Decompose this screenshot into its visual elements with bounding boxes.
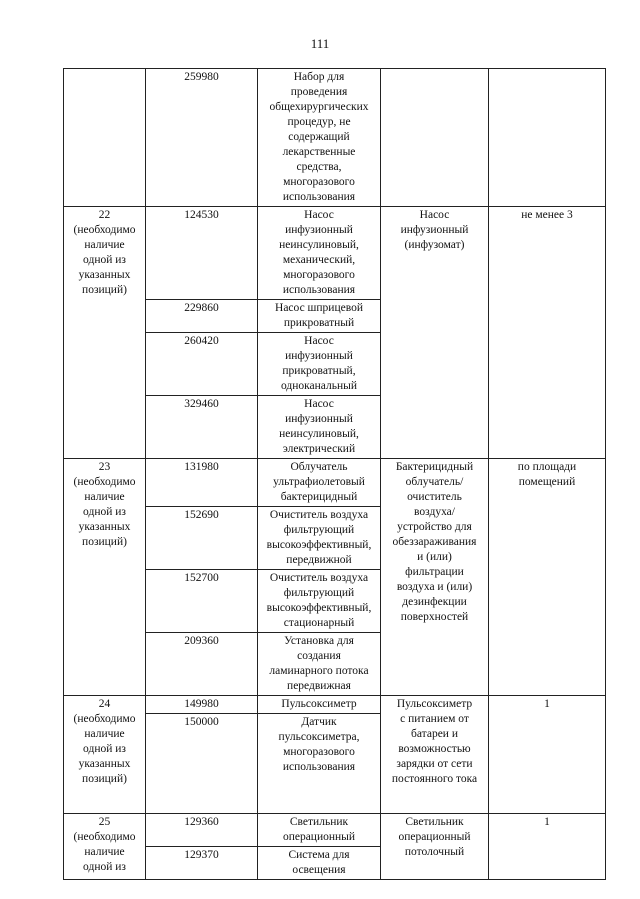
item-name: Облучатель ультрафиолетовый бактерицидный	[258, 459, 381, 507]
item-name: Насос инфузионный прикроватный, одноканальный	[258, 333, 381, 396]
quantity-cell: по площади помещений	[489, 459, 606, 696]
quantity-cell: 1	[489, 696, 606, 814]
page-number: 111	[310, 36, 330, 51]
item-name: Светильник операционный	[258, 814, 381, 847]
item-name: Система для освещения	[258, 847, 381, 880]
table-row	[64, 69, 606, 207]
table-row	[64, 814, 606, 847]
item-name: Насос инфузионный неинсулиновый, электрический	[258, 396, 381, 459]
item-code: 259980	[146, 69, 258, 207]
item-name: Пульсоксиметр	[258, 696, 381, 714]
item-code: 149980	[146, 696, 258, 714]
item-code: 129360	[146, 814, 258, 847]
equipment-table	[63, 68, 606, 880]
table-row	[64, 207, 606, 300]
item-code: 150000	[146, 714, 258, 814]
item-name: Насос шприцевой прикроватный	[258, 300, 381, 333]
requirement-cell: Насос инфузионный (инфузомат)	[381, 207, 489, 459]
group-label-cell: 24 (необходимо наличие одной из указанных позиций)	[64, 696, 146, 814]
quantity-cell	[489, 69, 606, 207]
table-row	[64, 696, 606, 714]
group-label-cell	[64, 69, 146, 207]
quantity-cell: 1	[489, 814, 606, 880]
item-code: 131980	[146, 459, 258, 507]
requirement-cell	[381, 69, 489, 207]
item-code: 260420	[146, 333, 258, 396]
item-code: 129370	[146, 847, 258, 880]
quantity-cell: не менее 3	[489, 207, 606, 459]
item-code: 209360	[146, 633, 258, 696]
requirement-cell: Пульсоксиметр с питанием от батареи и возможностью зарядки от сети постоянного тока	[381, 696, 489, 814]
item-name: Очиститель воздуха фильтрующий высокоэффективный, стационарный	[258, 570, 381, 633]
table-row	[64, 459, 606, 507]
group-label-cell: 25 (необходимо наличие одной из	[64, 814, 146, 880]
item-code: 329460	[146, 396, 258, 459]
item-name: Установка для создания ламинарного потока передвижная	[258, 633, 381, 696]
requirement-cell: Бактерицидный облучатель/ очиститель воздуха/ устройство для обеззараживания и (или) фильтрации воздуха и (или) дезинфекции поверхностей	[381, 459, 489, 696]
item-name: Очиститель воздуха фильтрующий высокоэффективный, передвижной	[258, 507, 381, 570]
item-code: 152700	[146, 570, 258, 633]
group-label-cell: 23 (необходимо наличие одной из указанных позиций)	[64, 459, 146, 696]
group-label-cell: 22 (необходимо наличие одной из указанных позиций)	[64, 207, 146, 459]
item-name: Насос инфузионный неинсулиновый, механический, многоразового использования	[258, 207, 381, 300]
item-code: 124530	[146, 207, 258, 300]
item-code: 229860	[146, 300, 258, 333]
item-code: 152690	[146, 507, 258, 570]
requirement-cell: Светильник операционный потолочный	[381, 814, 489, 880]
item-name: Набор для проведения общехирургических процедур, не содержащий лекарственные средства, многоразового использования	[258, 69, 381, 207]
item-name: Датчик пульсоксиметра, многоразового использования	[258, 714, 381, 814]
